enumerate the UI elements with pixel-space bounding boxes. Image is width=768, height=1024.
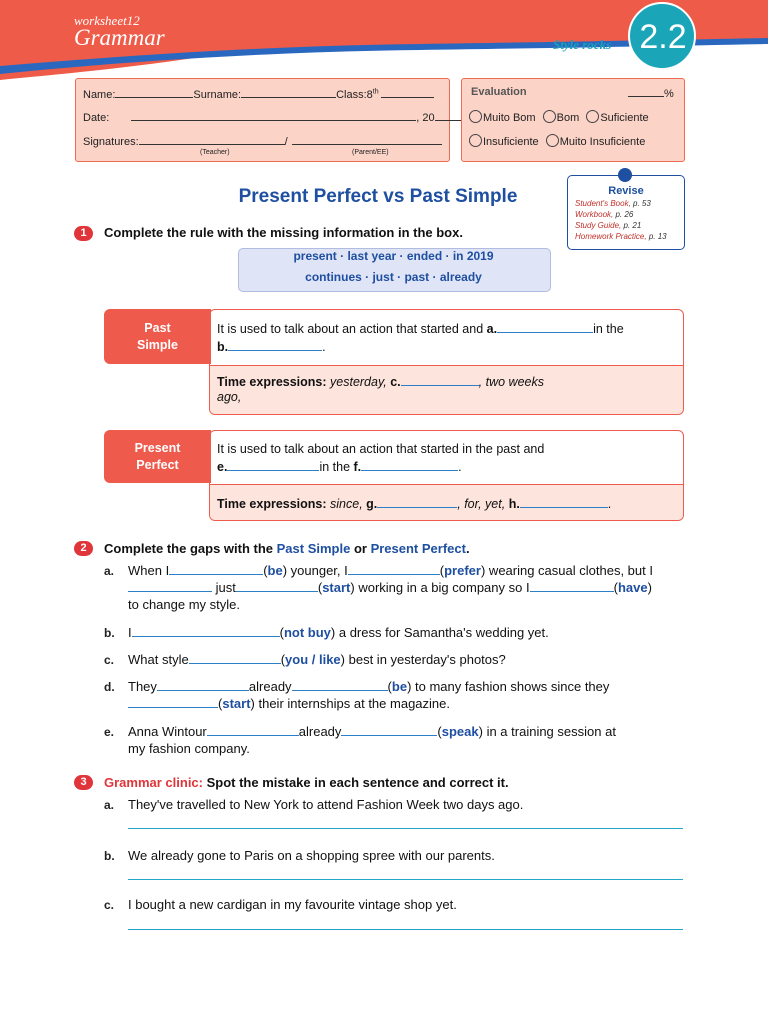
parent-signature-field[interactable] bbox=[292, 134, 442, 145]
item-text: their internships at the magazine. bbox=[254, 696, 450, 711]
percent-field[interactable] bbox=[628, 86, 664, 97]
item-letter: a. bbox=[104, 798, 115, 812]
gap-letter: a. bbox=[486, 322, 498, 336]
gap-b[interactable] bbox=[228, 339, 322, 351]
gap-g[interactable] bbox=[377, 496, 457, 508]
exercise-instruction bbox=[104, 541, 470, 556]
item-text: already bbox=[298, 724, 342, 739]
revise-book: Homework Practice, bbox=[575, 232, 647, 241]
verb-cue: start bbox=[222, 696, 251, 711]
answer-gap[interactable] bbox=[341, 724, 437, 736]
gap-a[interactable] bbox=[497, 321, 593, 333]
item-line: (start) their internships at the magazine. bbox=[128, 696, 450, 711]
instruction-text: Complete the gaps with the bbox=[104, 541, 277, 556]
past-simple-label bbox=[104, 309, 211, 364]
item-letter: c. bbox=[104, 898, 115, 912]
signatures-label: Signatures: bbox=[83, 136, 139, 148]
grammar-clinic-label: Grammar clinic: bbox=[104, 775, 203, 790]
expression-text: , two weeks bbox=[478, 375, 544, 389]
answer-gap[interactable] bbox=[530, 580, 614, 592]
item-text: younger, I bbox=[287, 563, 348, 578]
item-text: They've travelled to New York to attend Fashion Week two days ago. bbox=[128, 797, 524, 812]
class-label: Class: bbox=[336, 89, 367, 101]
option-bom: Bom bbox=[556, 112, 580, 124]
option-muito-bom: Muito Bom bbox=[483, 112, 536, 124]
evaluation-percent bbox=[628, 86, 674, 100]
instruction-highlight: Present Perfect bbox=[370, 541, 466, 556]
rule-line bbox=[217, 339, 326, 354]
time-expressions-label: Time expressions: bbox=[217, 497, 327, 511]
year-field[interactable] bbox=[435, 110, 463, 121]
revise-dot-icon bbox=[618, 168, 632, 182]
item-text: already bbox=[248, 679, 292, 694]
page-title: Present Perfect vs Past Simple bbox=[238, 186, 518, 207]
item-text: wearing casual clothes, but I bbox=[485, 563, 653, 578]
surname-field[interactable] bbox=[241, 87, 336, 98]
surname-label: Surname: bbox=[193, 89, 242, 101]
item-letter: b. bbox=[104, 626, 115, 640]
revise-page: p. 21 bbox=[623, 221, 642, 230]
expression-text: yesterday, bbox=[326, 375, 391, 389]
item-text: to change my style. bbox=[128, 597, 240, 612]
rule-text: . bbox=[458, 460, 462, 474]
item-text: They bbox=[128, 679, 157, 694]
gap-f[interactable] bbox=[361, 459, 458, 471]
item-text: my fashion company. bbox=[128, 741, 250, 756]
radio-suficiente[interactable] bbox=[586, 110, 599, 123]
item-text: best in yesterday's photos? bbox=[345, 652, 506, 667]
time-expressions bbox=[217, 496, 611, 511]
exercise-number: 2 bbox=[74, 541, 93, 556]
item-line: When I (be) younger, I (prefer) wearing casual clothes, but I bbox=[128, 563, 653, 578]
item-text: I bbox=[128, 625, 132, 640]
teacher-caption: (Teacher) bbox=[200, 149, 230, 156]
rule-text: in the bbox=[319, 460, 354, 474]
revise-book: Workbook, bbox=[575, 210, 614, 219]
exercise-number: 3 bbox=[74, 775, 93, 790]
verb-cue: not buy bbox=[283, 625, 331, 640]
answer-gap[interactable] bbox=[169, 563, 263, 575]
expression-text: ago, bbox=[217, 390, 242, 404]
item-line: I (not buy) a dress for Samantha's wedding yet. bbox=[128, 625, 549, 640]
answer-line[interactable] bbox=[128, 879, 683, 880]
exercise-number: 1 bbox=[74, 226, 93, 241]
radio-bom[interactable] bbox=[543, 110, 556, 123]
name-row bbox=[83, 87, 434, 101]
date-label: Date: bbox=[83, 112, 110, 124]
answer-line[interactable] bbox=[128, 828, 683, 829]
item-line: What style (you / like) best in yesterday's photos? bbox=[128, 652, 506, 667]
time-expressions-row bbox=[210, 365, 683, 415]
class-sup: th bbox=[372, 88, 379, 96]
evaluation-title: Evaluation bbox=[471, 86, 527, 98]
rule-line bbox=[217, 459, 462, 474]
item-text: to many fashion shows since they bbox=[411, 679, 610, 694]
class-field[interactable] bbox=[381, 87, 434, 98]
option-muito-insuficiente: Muito Insuficiente bbox=[559, 136, 646, 148]
verb-cue: be bbox=[391, 679, 408, 694]
date-row bbox=[83, 110, 463, 124]
year-label: , 20 bbox=[416, 112, 435, 124]
rule-text: . bbox=[322, 340, 326, 354]
item-text: working in a big company so I bbox=[354, 580, 530, 595]
item-text: a dress for Samantha's wedding yet. bbox=[335, 625, 549, 640]
answer-gap[interactable] bbox=[207, 724, 299, 736]
parent-caption: (Parent/EE) bbox=[352, 149, 389, 156]
gap-letter: e. bbox=[217, 460, 228, 474]
gap-letter: h. bbox=[508, 497, 520, 511]
item-text: We already gone to Paris on a shopping spree with our parents. bbox=[128, 848, 495, 863]
signature-slash: / bbox=[284, 136, 288, 148]
unit-name: Style rocks bbox=[553, 37, 612, 52]
name-label: Name: bbox=[83, 89, 116, 101]
revise-item bbox=[575, 221, 641, 230]
label-line: Perfect bbox=[136, 458, 179, 472]
percent-sign: % bbox=[664, 88, 674, 100]
gap-c[interactable] bbox=[401, 374, 479, 386]
eval-options-row1 bbox=[469, 110, 649, 124]
item-line: Anna Wintour already (speak) in a training session at bbox=[128, 724, 616, 739]
word-box-line: continues · just · past · already bbox=[305, 270, 482, 284]
rule-text: It is used to talk about an action that started and bbox=[217, 322, 487, 336]
answer-gap[interactable] bbox=[348, 563, 440, 575]
revise-page: p. 13 bbox=[648, 232, 667, 241]
exercise-instruction: Complete the rule with the missing information in the box. bbox=[104, 225, 463, 240]
item-text: just bbox=[212, 580, 236, 595]
label-line: Present bbox=[134, 441, 181, 455]
date-field[interactable] bbox=[131, 110, 416, 121]
time-expressions-label: Time expressions: bbox=[217, 375, 327, 389]
instruction-highlight: Past Simple bbox=[276, 541, 351, 556]
option-suficiente: Suficiente bbox=[600, 112, 649, 124]
radio-muito-insuficiente[interactable] bbox=[546, 134, 559, 147]
gap-e[interactable] bbox=[227, 459, 319, 471]
expression-text: , for, yet, bbox=[457, 497, 509, 511]
verb-cue: speak bbox=[441, 724, 479, 739]
verb-cue: prefer bbox=[444, 563, 481, 578]
worksheet-label: worksheet12 bbox=[74, 13, 140, 28]
time-expressions bbox=[217, 374, 544, 389]
present-perfect-label bbox=[104, 430, 211, 483]
option-insuficiente: Insuficiente bbox=[483, 136, 539, 148]
radio-insuficiente[interactable] bbox=[469, 134, 482, 147]
answer-gap[interactable] bbox=[292, 679, 388, 691]
revise-title: Revise bbox=[608, 185, 644, 197]
rule-line bbox=[217, 321, 624, 336]
answer-line[interactable] bbox=[128, 929, 683, 930]
revise-page: p. 53 bbox=[633, 199, 651, 208]
instruction-text: . bbox=[465, 541, 470, 556]
unit-number: 2.2 bbox=[639, 18, 687, 56]
gap-letter: f. bbox=[353, 460, 362, 474]
revise-book: Student's Book, bbox=[575, 199, 631, 208]
rule-text: . bbox=[607, 497, 612, 511]
verb-cue: have bbox=[617, 580, 648, 595]
expression-text: since, bbox=[326, 497, 367, 511]
signatures-row bbox=[83, 134, 442, 148]
revise-book: Study Guide, bbox=[575, 221, 622, 230]
name-field[interactable] bbox=[115, 87, 193, 98]
class-value: 8 bbox=[366, 89, 373, 101]
verb-cue: start bbox=[322, 580, 351, 595]
item-line: They already (be) to many fashion shows since they bbox=[128, 679, 610, 694]
word-box-line: present · last year · ended · in 2019 bbox=[293, 249, 494, 263]
gap-letter: c. bbox=[390, 375, 401, 389]
item-text: What style bbox=[128, 652, 189, 667]
teacher-signature-field[interactable] bbox=[139, 134, 285, 145]
instruction-text: or bbox=[350, 541, 371, 556]
item-letter: e. bbox=[104, 725, 115, 739]
item-letter: c. bbox=[104, 653, 115, 667]
item-text: I bought a new cardigan in my favourite vintage shop yet. bbox=[128, 897, 457, 912]
answer-gap[interactable] bbox=[189, 652, 281, 664]
revise-page: p. 26 bbox=[615, 210, 634, 219]
verb-cue: be bbox=[267, 563, 283, 578]
answer-gap[interactable] bbox=[132, 625, 280, 637]
section-title: Grammar bbox=[74, 25, 165, 50]
gap-letter: b. bbox=[217, 340, 229, 354]
item-letter: a. bbox=[104, 564, 115, 578]
item-text: When I bbox=[128, 563, 170, 578]
item-line: just (start) working in a big company so I (have) bbox=[128, 580, 652, 595]
gap-letter: g. bbox=[366, 497, 378, 511]
revise-item bbox=[575, 210, 633, 219]
answer-gap[interactable] bbox=[128, 696, 218, 708]
answer-gap[interactable] bbox=[236, 580, 318, 592]
label-line: Simple bbox=[137, 338, 178, 352]
revise-item bbox=[575, 232, 667, 241]
gap-h[interactable] bbox=[520, 496, 608, 508]
item-text: Anna Wintour bbox=[128, 724, 207, 739]
instruction-text: Spot the mistake in each sentence and correct it. bbox=[203, 775, 509, 790]
exercise-instruction bbox=[104, 775, 509, 790]
revise-item bbox=[575, 199, 651, 208]
item-letter: b. bbox=[104, 849, 115, 863]
answer-gap[interactable] bbox=[128, 580, 212, 592]
item-text: in a training session at bbox=[482, 724, 616, 739]
item-letter: d. bbox=[104, 680, 115, 694]
eval-options-row2 bbox=[469, 134, 645, 148]
rule-text: in the bbox=[593, 322, 624, 336]
radio-muito-bom[interactable] bbox=[469, 110, 482, 123]
rule-text: It is used to talk about an action that started in the past and bbox=[217, 442, 545, 456]
answer-gap[interactable] bbox=[157, 679, 249, 691]
verb-cue: you / like bbox=[285, 652, 341, 667]
label-line: Past bbox=[144, 321, 171, 335]
